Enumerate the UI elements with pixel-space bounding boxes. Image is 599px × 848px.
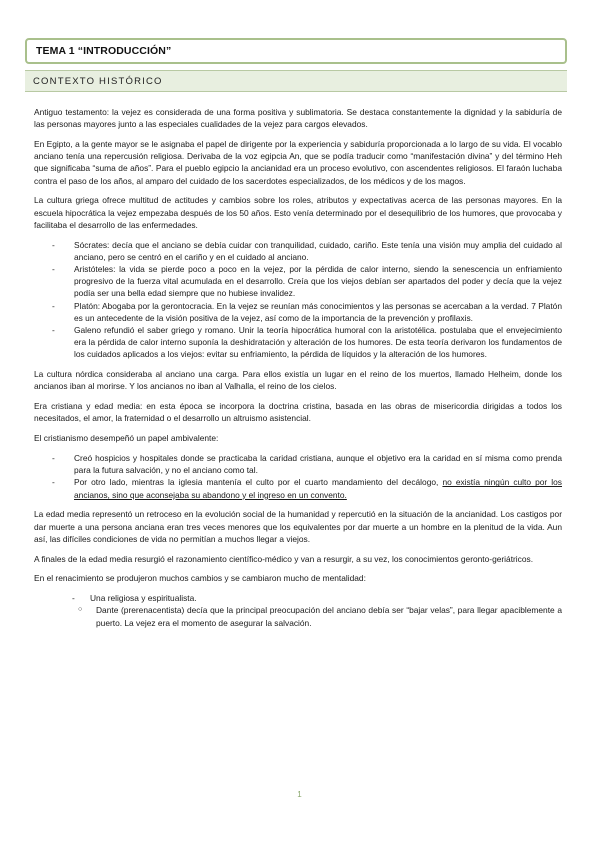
paragraph-egypt: En Egipto, a la gente mayor se le asignaba el papel de dirigente por la experiencia y sabiduría proporcionada a lo largo de su vida. El vocablo anciano tenía una repercusión religiosa. Derivaba de la voz egipcia An, que se podía traducir como “manifestación divina” y del término Heh que significaba “suma de años”. Para el pueblo egipcio la ancianidad era un proceso evolutivo, con ascendentes religiosos. El faraón luchaba contra el paso de los años, al amparo del cuidado de los sacerdotes especializados, de los médicos y de los magos. (34, 139, 562, 186)
bullet-dash: - (52, 325, 55, 336)
paragraph-christian-era: Era cristiana y edad media: en esta época se incorpora la doctrina cristina, basada en las obras de misericordia dirigidas a todos los necesitados, el amor, la fraternidad o el desarrollo un altruismo asistencial. (34, 401, 562, 424)
paragraph-renaissance: En el renacimiento se produjeron muchos cambios y se cambiaron mucho de mentalidad: (34, 573, 366, 584)
document-body (34, 106, 562, 636)
page-title: TEMA 1 “INTRODUCCIÓN” (36, 45, 172, 57)
christian-list (34, 452, 562, 501)
page-number: 1 (297, 790, 302, 799)
bullet-dash: - (52, 300, 55, 311)
list-item: - Por otro lado, mientras la iglesia mantenía el culto por el cuarto mandamiento del decálogo, no existía ningún culto por los ancianos, sino que aconsejaba su abandono y el ingreso en un convento. (52, 477, 562, 500)
renaissance-list (34, 592, 562, 629)
list-item: - Una religiosa y espiritualista. (72, 593, 197, 604)
paragraph-christianity-role: El cristianismo desempeñó un papel ambivalente: (34, 433, 219, 444)
title-box (25, 38, 567, 64)
underlined-text: no existía ningún culto por los ancianos, sino que aconsejaba su abandono y el ingreso en un convento. (74, 477, 562, 500)
paragraph-middle-ages: La edad media representó un retroceso en la evolución social de la humanidad y repercutió en la situación de la ancianidad. Los castigos por dar muerte a una persona anciana eran tres veces menores que los equivalentes por dar muerte a un hombre en la plenitud de la vida. Aun así, las difíciles condiciones de vida no permitían a muchos llegar a viejos. (34, 509, 562, 544)
bullet-dash: - (52, 239, 55, 250)
section-header (25, 70, 567, 92)
paragraph-greek-culture: La cultura griega ofrece multitud de actitudes y cambios sobre los roles, atributos y expectativas acerca de las personas mayores. En la escuela hipocrática la vejez empezaba después de los 50 años. Esto venía determinado por el desequilibrio de los humores, que provocaba y facilitaba el desarrollo de las enfermedades. (34, 195, 562, 230)
list-item: - Sócrates: decía que el anciano se debía cuidar con tranquilidad, cuidado, cariño. Este tenía una visión muy amplia del cuidado al anciano, pero se centró en el cariño y en el cuidado al anciano. (52, 239, 562, 262)
list-item: - Aristóteles: la vida se pierde poco a poco en la vejez, por la pérdida de calor interno, siendo la senescencia un enfriamiento progresivo de la fuerza vital acumulada en el desarrollo. Creía que los viejos debían ser apartados del poder y decía que la vejez podía ser una bella edad siempre que no hubiese invalidez. (52, 264, 562, 299)
bullet-dash: - (52, 264, 55, 275)
list-item: ○ Dante (prerenacentista) decía que la principal preocupación del anciano debía ser “bajar velas”, para llegar apaciblemente a puerto. La vejez era el momento de asegurar la salvación. (78, 605, 562, 628)
greek-list (34, 239, 562, 361)
list-item: - Galeno refundió el saber griego y romano. Unir la teoría hipocrática humoral con la aristotélica. postulaba que el envejecimiento era la pérdida de calor interno suponía la deshidratación y alteración de los humores. De esta teoría derivaron los fundamentos de los cuidados aplicados a los viejos: evitar su enfriamiento, la pérdida de líquidos y la alteración de los humores. (52, 325, 562, 360)
bullet-dash: - (52, 477, 55, 488)
paragraph-nordic: La cultura nórdica consideraba al anciano una carga. Para ellos existía un lugar en el reino de los muertos, llamado Helheim, donde los ancianos iban al morirse. Y los ancianos no iban al Valhalla, el reino de los cielos. (34, 369, 562, 392)
paragraph-old-testament: Antiguo testamento: la vejez es considerada de una forma positiva y sublimatoria. Se destaca constantemente la dignidad y la sabiduría de las personas mayores junto a las especiales cualidades de la vejez para cargos elevados. (34, 107, 562, 130)
bullet-circle-icon: ○ (78, 606, 83, 614)
list-item: - Creó hospicios y hospitales donde se practicaba la caridad cristiana, aunque el objetivo era la caridad en sí misma como prenda para la futura salvación, y no el anciano como tal. (52, 453, 562, 476)
list-item: - Platón: Abogaba por la gerontocracia. En la vejez se reunían más conocimientos y las personas se acercaban a la verdad. 7 Platón es un antecedente de la visión positiva de la vejez, así como de la importancia de la prevención y profilaxis. (52, 300, 562, 323)
bullet-dash: - (72, 593, 75, 604)
paragraph-late-middle-ages: A finales de la edad media resurgió el razonamiento científico-médico y van a resurgir, a su vez, los conocimientos geronto-geriátricos. (34, 553, 534, 564)
section-title: CONTEXTO HISTÓRICO (33, 76, 163, 87)
bullet-dash: - (52, 453, 55, 464)
